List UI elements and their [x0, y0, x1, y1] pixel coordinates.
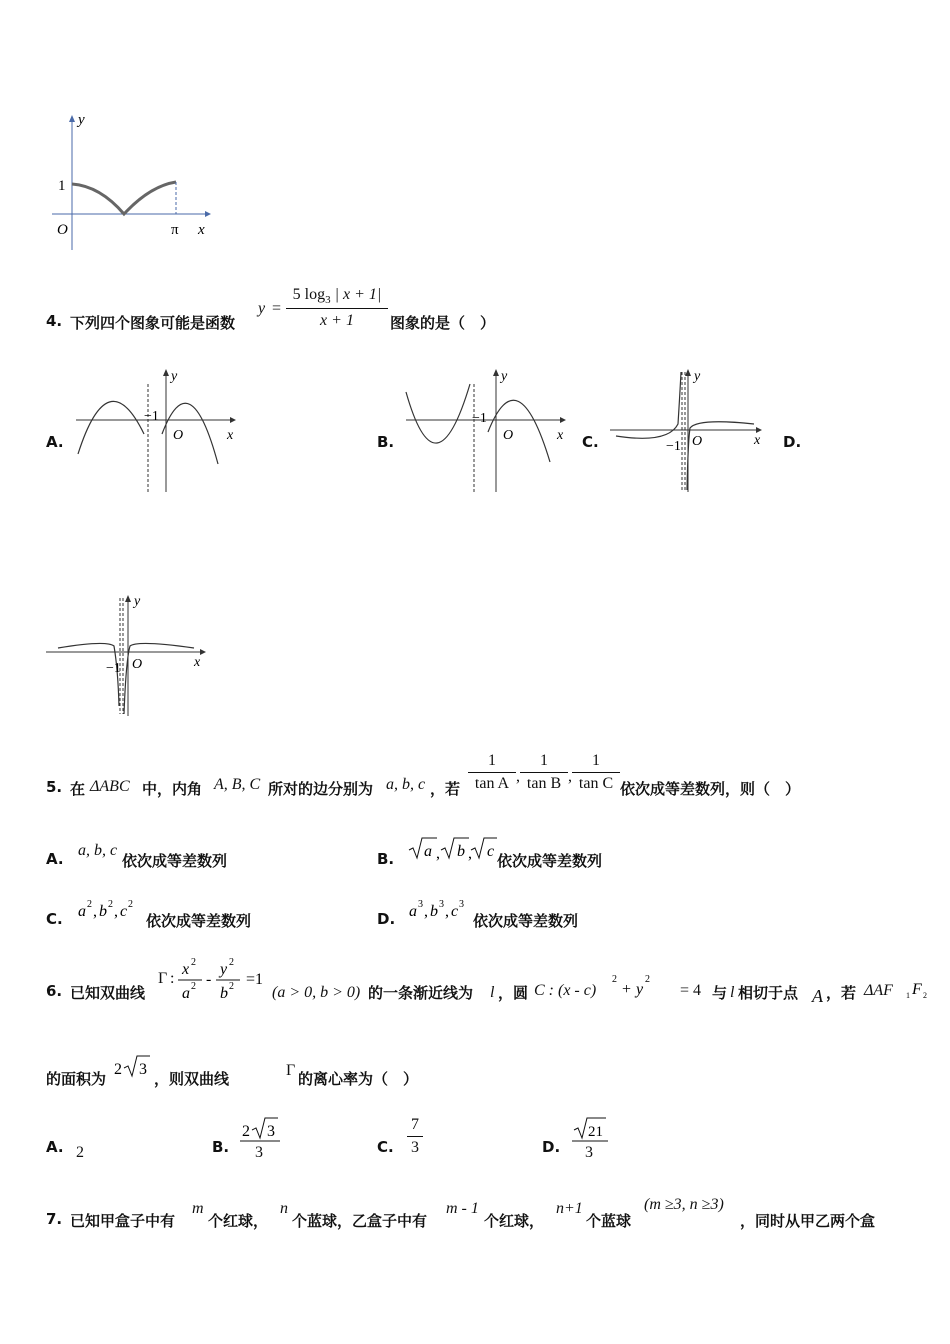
- q6-circle-rest: [612, 970, 682, 1000]
- q4-d-o: O: [132, 657, 143, 672]
- q4-opt-a-label[interactable]: A.: [46, 433, 64, 451]
- q6-opt-d-num: [572, 1116, 608, 1142]
- q4-d-y: y: [134, 594, 141, 609]
- q4-c-x: x: [754, 433, 761, 448]
- svg-text:2: 2: [242, 1123, 250, 1140]
- q4-a-neg1: −1: [144, 409, 159, 424]
- q4-c-neg1: −1: [666, 439, 681, 454]
- svg-text:b: b: [99, 903, 107, 920]
- svg-text:2: 2: [923, 991, 927, 1000]
- svg-text:3: 3: [139, 1061, 147, 1078]
- q4-number: 4.: [46, 312, 63, 330]
- svg-text:=1: =1: [246, 971, 264, 988]
- svg-text:2: 2: [87, 899, 92, 910]
- q4-func-y: y: [258, 300, 266, 317]
- q4-c-o: O: [692, 434, 703, 449]
- q5-frac2: 1 tan B: [520, 752, 568, 793]
- top-graph: [40, 108, 220, 258]
- svg-text:2: 2: [191, 957, 196, 968]
- x-axis-arrow: [205, 211, 211, 217]
- svg-text:,: ,: [468, 845, 472, 862]
- q4-graph-c[interactable]: [608, 362, 768, 497]
- curve: [72, 182, 176, 214]
- q4-a-y: y: [171, 369, 178, 384]
- q4-opt-d-label[interactable]: D.: [783, 433, 802, 451]
- x-label: x: [198, 222, 205, 238]
- svg-text:c: c: [451, 903, 459, 920]
- q4-b-o: O: [503, 428, 514, 443]
- q5-frac1: 1 tan A: [468, 752, 516, 793]
- q4-opt-b-label[interactable]: B.: [377, 433, 395, 451]
- q4-graph-b[interactable]: [400, 362, 580, 497]
- svg-text:3: 3: [459, 899, 464, 910]
- svg-text:2: 2: [114, 1061, 122, 1078]
- svg-text:a: a: [182, 985, 190, 1002]
- svg-text:,: ,: [424, 903, 428, 920]
- svg-text:-: -: [206, 971, 212, 988]
- svg-text:3: 3: [418, 899, 423, 910]
- q6-opt-b-num: [240, 1116, 280, 1142]
- q4-func-frac: 5 $\log_3$ | x + 1| x + 1: [286, 286, 388, 330]
- svg-text:1: 1: [906, 991, 910, 1000]
- q4-a-o: O: [173, 428, 184, 443]
- q6-opt-c-frac: 7 3: [407, 1116, 423, 1157]
- svg-text:2: 2: [128, 899, 133, 910]
- svg-text:b: b: [430, 903, 438, 920]
- svg-text:y: y: [636, 981, 644, 998]
- svg-text:2: 2: [612, 974, 617, 985]
- svg-text:b: b: [457, 843, 465, 860]
- svg-text:21: 21: [588, 1124, 603, 1140]
- svg-text:2: 2: [108, 899, 113, 910]
- q5-frac3: 1 tan C: [572, 752, 620, 793]
- q4-b-neg1: −1: [472, 411, 487, 426]
- q4-d-neg1: −1: [106, 661, 121, 676]
- q5-opt-b-roots: [407, 836, 497, 864]
- svg-text:+: +: [622, 981, 632, 998]
- svg-text:a: a: [78, 903, 86, 920]
- q4-c-y: y: [694, 369, 701, 384]
- q6-hyperbola-eq: [176, 956, 276, 1006]
- svg-text:2: 2: [229, 957, 234, 968]
- svg-text:c: c: [120, 903, 128, 920]
- origin-label: O: [57, 222, 68, 238]
- y-label: y: [78, 112, 85, 128]
- svg-text:2: 2: [229, 981, 234, 992]
- q4-text-before: 下列四个图象可能是函数: [70, 314, 236, 332]
- one-label: 1: [58, 178, 66, 194]
- q4-b-x: x: [557, 428, 564, 443]
- q5-line: 5. 在 ΔABC 中，内角 A, B, C 所对的边分别为 a, b, c ，若 1 tan A , 1 tan B , 1 tan C 依次成等差数列，则（ ）: [46, 752, 801, 798]
- svg-text:2: 2: [191, 981, 196, 992]
- q4-a-x: x: [227, 428, 234, 443]
- svg-text:,: ,: [114, 903, 118, 920]
- q6-line1: 6. 已知双曲线 Γ : x 2 a 2 - y 2 b 2 =1 (a > 0, b > 0) 的一条渐近线为 l ，圆 C : (x - c) 2 + y 2 = 4 与 l 相切于点 A ，若 ΔAF 1 F 2: [46, 956, 926, 1006]
- svg-text:b: b: [220, 985, 228, 1002]
- y-axis-arrow: [69, 115, 75, 122]
- svg-text:c: c: [487, 843, 495, 860]
- svg-text:3: 3: [439, 899, 444, 910]
- svg-text:x: x: [182, 961, 190, 978]
- svg-text:a: a: [409, 903, 417, 920]
- svg-text:y: y: [220, 961, 228, 978]
- svg-text:F: F: [912, 981, 922, 998]
- q6-line2: 的面积为 2 3 ，则双曲线 Γ 的离心率为（ ）: [46, 1054, 646, 1090]
- q5-opt-c-squares: [76, 896, 146, 922]
- svg-text:,: ,: [93, 903, 97, 920]
- svg-text:,: ,: [445, 903, 449, 920]
- q4-func-eq: =: [272, 300, 282, 317]
- q4-opt-c-label[interactable]: C.: [582, 433, 599, 451]
- q7-line: 7. 已知甲盒子中有 m 个红球， n 个蓝球，乙盒子中有 m - 1 个红球， n+1 个蓝球 (m ≥3, n ≥3) ，同时从甲乙两个盒: [46, 1196, 876, 1230]
- svg-text:a: a: [424, 843, 432, 860]
- q4-b-y: y: [501, 369, 508, 384]
- pi-label: π: [171, 222, 179, 238]
- q4-graph-a[interactable]: [70, 362, 250, 497]
- q4-d-x: x: [194, 655, 201, 670]
- q4-graph-d[interactable]: [44, 590, 214, 720]
- q5-opt-d-cubes: [407, 896, 477, 922]
- svg-text:2: 2: [645, 974, 650, 985]
- q4-text-after: 图象的是（ ）: [390, 314, 496, 332]
- svg-text:,: ,: [436, 845, 440, 862]
- q6-area-value: [114, 1054, 154, 1082]
- svg-text:3: 3: [267, 1123, 275, 1140]
- q6-tri-tail: [906, 980, 940, 1004]
